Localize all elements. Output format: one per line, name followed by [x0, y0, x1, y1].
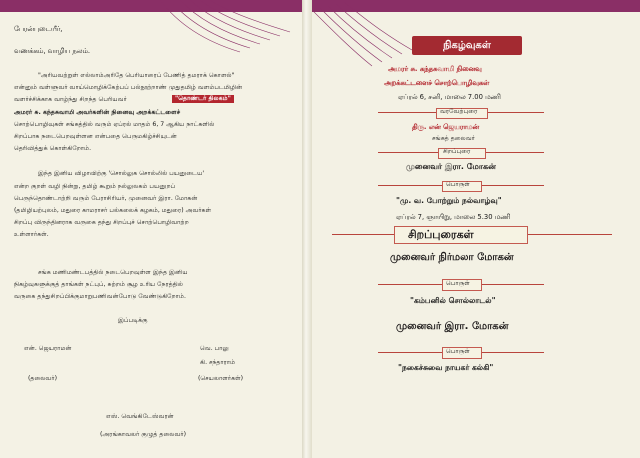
body-line: நிகழ்வுகளுக்குத் தாங்கள் நட்புப், சுற்றம் சூழ உரிய நேரத்தில்	[14, 281, 183, 288]
signatory-name: வெ. பாலு	[200, 345, 229, 352]
body-line: சிறப்பாக நடைபெறவுள்ளன என்பதை பெருமகிழ்ச்சியுடன்	[14, 133, 177, 140]
specials-heading: சிறப்புரைகள்	[408, 228, 474, 241]
special-speaker: முனைவர் இரா. மோகன்	[406, 162, 496, 171]
signatory-role: (அரங்காவலர் குழுத் தலைவர்)	[100, 431, 187, 438]
trust-name: அமரர் சு. கந்தசுவாமி நினைவு	[388, 65, 482, 73]
body-line: (தமிழியற்புலம், மதுரை காமராசர் பல்கலைக் கழகம், மதுரை) அவர்கள்	[14, 207, 212, 214]
welcome-speaker: திரு. என் ஜெயராமன்	[412, 123, 479, 131]
welcome-label: வரவேற்புரை	[440, 108, 478, 115]
program-page	[312, 0, 640, 458]
signatory-name: என். ஜெயராமன்	[24, 345, 72, 352]
program-title-box	[412, 36, 522, 55]
speaker-name: முனைவர் நிர்மலா மோகன்	[390, 252, 514, 263]
event-date: ஏப்ரல் 6, சனி, மாலை 7.00 மணி	[398, 93, 501, 101]
body-line: உள்ளார்கள்.	[14, 231, 49, 238]
signatory-role: (செயலாளர்கள்)	[198, 375, 244, 382]
body-line: சொற்பொழிவுகள் சங்கத்தில் வரும் ஏப்ரல் மாதம் 6, 7 ஆகிய நாட்களில்	[14, 121, 215, 128]
body-line: என்னும் வள்ளுவர் வாய்மொழிக்கேற்பப் பல்நூற்றாண் முதுதமிழ் வளம்படமிழின்	[14, 84, 243, 91]
body-line: இந்த இனிய விழாவிற்கு 'சொல்லுக சொல்லில் பயனுடைய'	[38, 170, 205, 177]
trust-lectures: அறக்கட்டளைச் சொற்பொழிவுகள்	[384, 79, 490, 87]
welcome-role: சங்கத் தலைவர்	[432, 135, 475, 142]
body-line: "அரியவற்றுள் எல்லாம்அரிதே பெரியாரைப் பேணித் தமராக் கொளல்"	[38, 72, 235, 79]
body-line: தெரிவித்துக் கொள்கிறோம்.	[14, 145, 92, 152]
salutation: வணக்கம், வாழிய நலம்.	[14, 47, 91, 55]
special-label: சிறப்புரை	[443, 148, 471, 155]
speaker-name: முனைவர் இரா. மோகன்	[396, 321, 509, 332]
topic-title: "மு. வ. போற்றும் நல்வாழ்வு"	[396, 196, 502, 205]
signatory-role: (தலைவர்)	[28, 375, 58, 382]
honor-title: "தொண்டர் திலகம்"	[172, 95, 234, 103]
event-date: ஏப்ரல் 7, ஞாயிறு, மாலை 5.30 மணி	[396, 213, 511, 221]
topic-label: பொருள்	[446, 181, 470, 188]
topic-title: "நகைச்சுவை நாயகர் கல்கி"	[398, 363, 494, 372]
decorative-swirl	[312, 0, 432, 70]
body-line: வருகை தந்துசிறப்பிக்குமாறுபணிவன்போடு வேண்டுகிறோம்.	[14, 293, 186, 300]
body-line: சிறப்பு விருந்தினராக வருகை தந்து சிறப்புச் சொற்பொழிவாற்ற	[14, 219, 189, 226]
body-line: என்ற குறள் வழி நின்று, தமிழ் கூறும் நல்லுலகம் பயனுறப்	[14, 183, 176, 190]
letter-page	[0, 0, 302, 458]
topic-label: பொருள்	[446, 348, 470, 355]
body-line: வளர்ச்சிக்காக வாழ்ந்து சிறந்த பெரியவர்	[14, 96, 127, 103]
topic-label: பொருள்	[446, 280, 470, 287]
signatory-name: கி. சந்தாராம்	[200, 359, 236, 366]
body-line: அமரர் சு. கந்தசுவாமி அவர்களின் நினைவு அறக்கட்டளைச்	[14, 109, 181, 116]
signatory-name: எஸ். வெங்கிடேஸ்வரன்	[106, 413, 174, 420]
sign-intro: இப்படிக்கு	[118, 317, 148, 324]
greeting: பேரன்புடையீர்,	[14, 25, 63, 33]
body-line: பெருந்தொண்டாற்றி வரும் பேராசிரியர், முனைவர் இரா. மோகன்	[14, 195, 198, 202]
topic-title: "கம்பனில் சொல்லாடல்"	[410, 296, 496, 305]
body-line: சங்க மணிமண்டபத்தில் நடைபெறவுள்ள இந்த இனிய	[38, 269, 188, 276]
page-fold	[302, 0, 312, 458]
program-title: நிகழ்வுகள்	[443, 40, 491, 51]
